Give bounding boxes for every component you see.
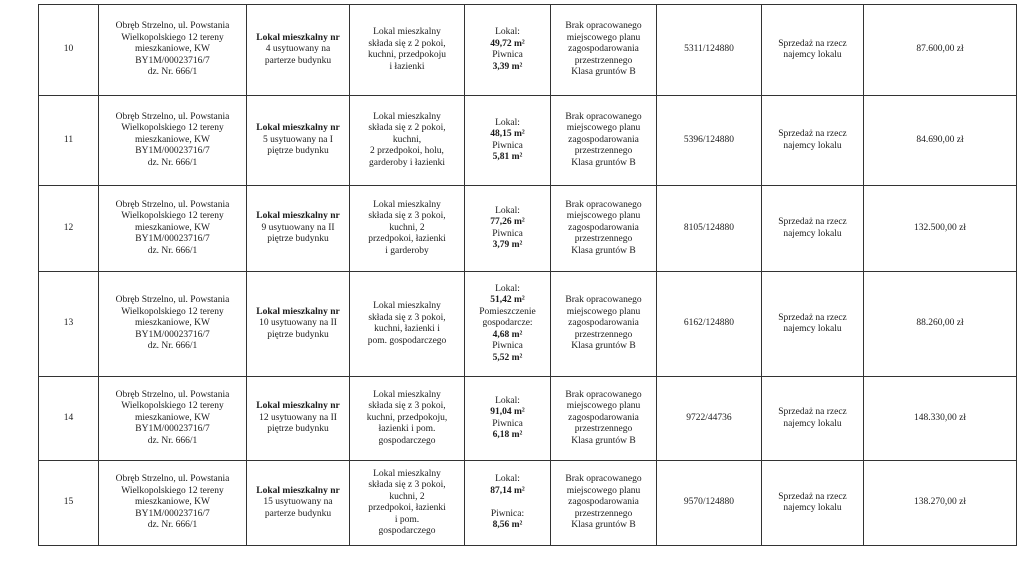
cell-line: Obręb Strzelno, ul. Powstania [115,295,230,306]
area-line: Lokal: [495,117,520,128]
cell-line: piętrze budynku [267,329,329,340]
item-number: 10 [39,5,99,96]
cell-line: zagospodarowania [568,318,639,329]
area-line: 5,52 m² [492,352,523,363]
cell-line: Klasa gruntów B [571,341,636,352]
land-share: 9570/124880 [657,461,762,546]
cell-line: łazienki i pom. [378,424,436,435]
cell-line: zagospodarowania [568,497,639,508]
table-row [39,186,1017,272]
cell-line: najemcy lokalu [783,50,842,60]
cell-line: Lokal mieszkalny [373,199,441,210]
table-row [39,5,1017,96]
cell-line: dz. Nr. 666/1 [147,157,198,168]
cell-line: kuchni, 2 [389,222,425,233]
cell-line: pom. gospodarczego [367,335,447,346]
unit-description [350,186,465,272]
cell-line: zagospodarowania [568,412,639,423]
unit-description [350,377,465,461]
cell-line: mieszkaniowe, KW [135,222,210,233]
cell-line: kuchni, 2 [389,491,425,502]
cell-line: dz. Nr. 666/1 [147,245,198,256]
area-line: Lokal: [495,474,520,485]
cell-line: piętrze budynku [267,146,329,157]
sale-form [762,377,864,461]
zoning-plan [551,186,657,272]
cell-line: Wielkopolskiego 12 tereny [121,123,224,134]
area-line: 8,56 m² [492,520,523,531]
property-location [99,96,247,186]
document-page [38,4,1017,546]
cell-line: Sprzedaż na rzecz [778,312,847,323]
cell-line: kuchni, przedpokoju [367,50,447,60]
cell-line: Brak opracowanego [565,474,642,485]
table-row [39,461,1017,546]
cell-line: parterze budynku [264,55,332,66]
item-number: 12 [39,186,99,272]
area-line: Lokal: [495,27,520,37]
item-number: 13 [39,272,99,377]
cell-line: zagospodarowania [568,44,639,55]
sale-form [762,186,864,272]
unit-area [465,186,551,272]
unit-designation [247,96,350,186]
cell-line: składa się z 3 pokoi, [368,211,446,222]
unit-description [350,5,465,96]
unit-title: Lokal mieszkalny nr [256,211,340,222]
cell-line: najemcy lokalu [783,228,842,239]
cell-line: przestrzennego [574,329,633,340]
area-line: Piwnica [492,140,523,151]
cell-line: gospodarczego [378,526,436,536]
cell-line: Wielkopolskiego 12 tereny [121,306,224,317]
cell-line: Sprzedaż na rzecz [778,217,847,227]
area-line: 3,39 m² [492,61,523,72]
area-line: 4,68 m² [492,329,523,340]
area-line: Pomieszczenie [479,306,536,317]
price: 138.270,00 zł [864,461,1017,546]
cell-line: 5 usytuowany na I [263,134,333,145]
cell-line: piętrze budynku [267,424,329,435]
cell-line: Sprzedaż na rzecz [778,491,847,502]
land-share: 8105/124880 [657,186,762,272]
property-sale-table [38,4,1017,546]
area-line: Lokal: [495,205,520,216]
cell-line: mieszkaniowe, KW [135,44,210,55]
cell-line: garderoby i łazienki [369,157,445,168]
property-location [99,272,247,377]
cell-line: składa się z 3 pokoi, [368,480,446,490]
cell-line: dz. Nr. 666/1 [147,341,198,352]
area-line: Piwnica [492,228,523,239]
table-row [39,272,1017,377]
unit-area [465,272,551,377]
table-row [39,96,1017,186]
property-location [99,377,247,461]
cell-line: najemcy lokalu [783,140,842,151]
cell-line: Klasa gruntów B [571,435,636,446]
table-row [39,377,1017,461]
cell-line: 9 usytuowany na II [261,222,335,233]
area-line: Piwnica [492,50,523,60]
cell-line: Klasa gruntów B [571,157,636,168]
cell-line: Brak opracowanego [565,389,642,400]
area-line: 6,18 m² [492,430,523,440]
cell-line: najemcy lokalu [783,503,842,513]
cell-line: BY1M/00023716/7 [135,424,210,435]
cell-line: 10 usytuowany na II [259,318,337,329]
unit-area [465,5,551,96]
cell-line: składa się z 3 pokoi, [368,312,446,323]
unit-description [350,461,465,546]
cell-line: przedpokoi, łazienki [368,503,446,513]
cell-line: 2 przedpokoi, holu, [370,146,444,157]
cell-line: miejscowego planu [566,485,641,496]
unit-designation [247,461,350,546]
land-share: 6162/124880 [657,272,762,377]
unit-area [465,96,551,186]
area-line: Piwnica [492,341,523,352]
cell-line: BY1M/00023716/7 [135,146,210,157]
zoning-plan [551,96,657,186]
cell-line: parterze budynku [264,508,332,519]
item-number: 14 [39,377,99,461]
cell-line: 12 usytuowany na II [259,412,337,423]
cell-line: kuchni, [392,134,422,145]
area-line: 48,15 m² [490,129,525,139]
cell-line: Klasa gruntów B [571,67,636,78]
cell-line: Obręb Strzelno, ul. Powstania [115,389,230,400]
cell-line: mieszkaniowe, KW [135,412,210,423]
unit-area [465,461,551,546]
cell-line: składa się z 2 pokoi, [368,123,446,134]
cell-line: zagospodarowania [568,222,639,233]
zoning-plan [551,5,657,96]
area-line: Piwnica: [490,508,525,519]
cell-line: przestrzennego [574,55,633,66]
unit-title: Lokal mieszkalny nr [256,485,340,496]
area-line: Piwnica [492,418,523,429]
cell-line: Sprzedaż na rzecz [778,38,847,49]
cell-line: dz. Nr. 666/1 [147,435,198,446]
cell-line: Klasa gruntów B [571,245,636,256]
unit-title: Lokal mieszkalny nr [256,32,340,43]
price: 88.260,00 zł [864,272,1017,377]
cell-line: Lokal mieszkalny [373,389,441,400]
cell-line: mieszkaniowe, KW [135,497,210,508]
unit-title: Lokal mieszkalny nr [256,306,340,317]
cell-line: przedpokoi, łazienki [368,234,446,245]
area-line: 87,14 m² [490,485,525,496]
sale-form [762,5,864,96]
unit-designation [247,272,350,377]
cell-line: miejscowego planu [566,123,641,134]
cell-line: Brak opracowanego [565,21,642,32]
cell-line: miejscowego planu [566,211,641,222]
cell-line: gospodarczego [378,435,436,446]
cell-line: najemcy lokalu [783,418,842,429]
sale-form [762,272,864,377]
property-location [99,5,247,96]
cell-line: dz. Nr. 666/1 [147,67,198,78]
price: 148.330,00 zł [864,377,1017,461]
cell-line: Lokal mieszkalny [373,468,441,479]
area-line: 5,81 m² [492,152,523,162]
cell-line: przestrzennego [574,424,633,435]
cell-line: Brak opracowanego [565,295,642,306]
table-body [39,5,1017,546]
area-line: 49,72 m² [490,38,525,49]
cell-line: dz. Nr. 666/1 [147,520,198,531]
cell-line: Wielkopolskiego 12 tereny [121,485,224,496]
cell-line: Sprzedaż na rzecz [778,407,847,417]
item-number: 11 [39,96,99,186]
cell-line: miejscowego planu [566,306,641,317]
land-share: 5396/124880 [657,96,762,186]
area-line: Lokal: [495,283,520,294]
cell-line: Klasa gruntów B [571,520,636,531]
area-line: gospodarcze: [482,318,533,329]
cell-line: i łazienki [389,61,425,72]
zoning-plan [551,272,657,377]
price: 132.500,00 zł [864,186,1017,272]
unit-description [350,96,465,186]
cell-line: przestrzennego [574,234,633,245]
cell-line: BY1M/00023716/7 [135,55,210,66]
area-line: 91,04 m² [490,407,525,417]
cell-line: Obręb Strzelno, ul. Powstania [115,474,230,485]
cell-line: składa się z 3 pokoi, [368,401,446,412]
price: 87.600,00 zł [864,5,1017,96]
cell-line: kuchni, przedpokoju, [366,412,448,423]
cell-line: 15 usytuowany na [263,497,333,508]
cell-line: miejscowego planu [566,401,641,412]
area-line [467,497,548,509]
area-line: 77,26 m² [490,217,525,227]
cell-line: najemcy lokalu [783,324,842,334]
unit-designation [247,377,350,461]
area-line: 51,42 m² [490,295,525,306]
unit-title: Lokal mieszkalny nr [256,123,340,134]
land-share: 9722/44736 [657,377,762,461]
zoning-plan [551,377,657,461]
cell-line: przestrzennego [574,146,633,157]
cell-line: składa się z 2 pokoi, [368,38,446,49]
cell-line: Brak opracowanego [565,199,642,210]
property-location [99,186,247,272]
cell-line: i garderoby [385,245,429,256]
area-line: Lokal: [495,395,520,406]
zoning-plan [551,461,657,546]
sale-form [762,461,864,546]
cell-line: miejscowego planu [566,32,641,43]
cell-line: Wielkopolskiego 12 tereny [121,401,224,412]
unit-area [465,377,551,461]
price: 84.690,00 zł [864,96,1017,186]
cell-line: 4 usytuowany na [265,44,331,55]
cell-line: mieszkaniowe, KW [135,318,210,329]
property-location [99,461,247,546]
unit-designation [247,5,350,96]
cell-line: zagospodarowania [568,134,639,145]
cell-line: BY1M/00023716/7 [135,508,210,519]
cell-line: Obręb Strzelno, ul. Powstania [115,111,230,122]
cell-line: Wielkopolskiego 12 tereny [121,211,224,222]
cell-line: Obręb Strzelno, ul. Powstania [115,21,230,32]
cell-line: i pom. [394,514,420,525]
cell-line: Obręb Strzelno, ul. Powstania [115,199,230,210]
unit-designation [247,186,350,272]
unit-description [350,272,465,377]
sale-form [762,96,864,186]
item-number: 15 [39,461,99,546]
cell-line: mieszkaniowe, KW [135,134,210,145]
cell-line: Lokal mieszkalny [373,27,441,37]
cell-line: Wielkopolskiego 12 tereny [121,32,224,43]
cell-line: kuchni, łazienki i [374,324,440,334]
cell-line: piętrze budynku [267,234,329,245]
land-share: 5311/124880 [657,5,762,96]
cell-line: przestrzennego [574,508,633,519]
cell-line: Lokal mieszkalny [373,111,441,122]
cell-line: BY1M/00023716/7 [135,329,210,340]
cell-line: BY1M/00023716/7 [135,234,210,245]
area-line: 3,79 m² [492,240,523,250]
cell-line: Sprzedaż na rzecz [778,129,847,139]
cell-line: Brak opracowanego [565,111,642,122]
cell-line: Lokal mieszkalny [373,301,441,311]
unit-title: Lokal mieszkalny nr [256,401,340,412]
